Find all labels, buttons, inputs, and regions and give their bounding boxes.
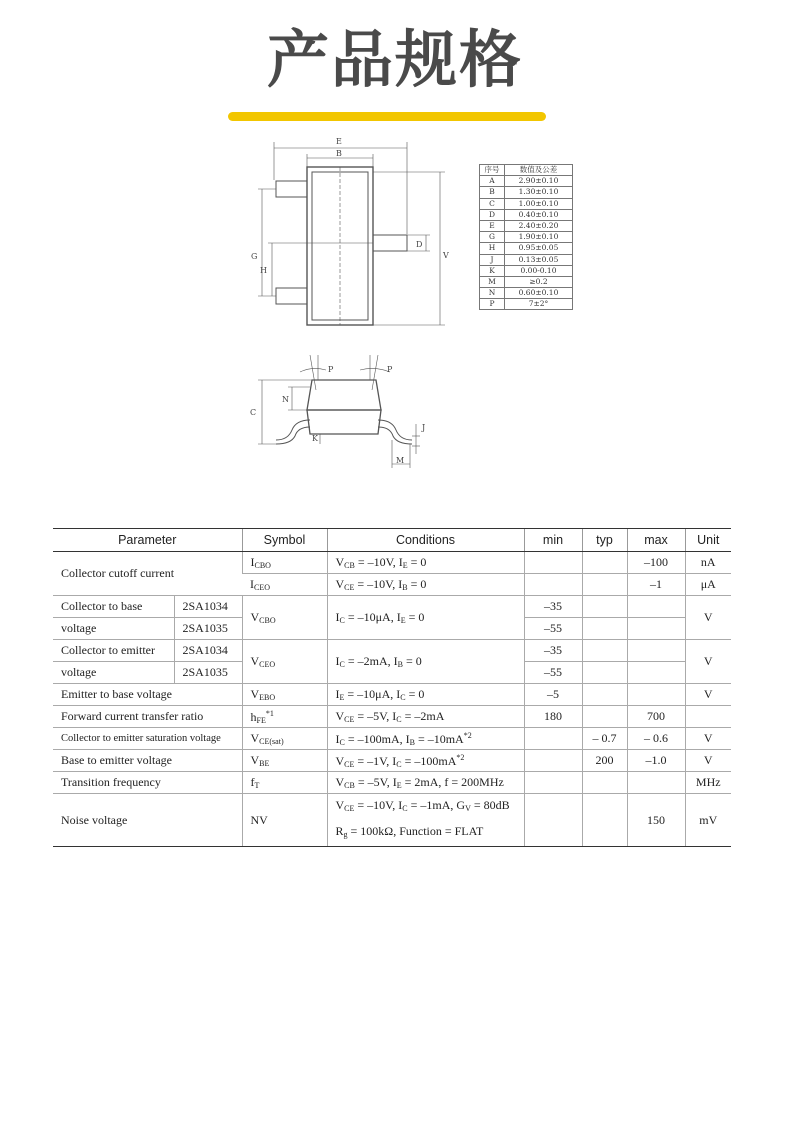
dimension-tolerance-table bbox=[479, 164, 573, 310]
col-header-min: min bbox=[524, 529, 582, 552]
dim-key: A bbox=[480, 176, 505, 187]
table-row bbox=[480, 232, 573, 243]
table-row bbox=[53, 794, 731, 847]
table-row bbox=[480, 220, 573, 231]
symbol-cell: $I_{CEO}$ bbox=[242, 574, 327, 596]
col-header-max: max bbox=[627, 529, 685, 552]
typ-cell: 200 bbox=[582, 750, 627, 772]
package-side-view-drawing bbox=[240, 350, 440, 475]
electrical-characteristics-table bbox=[53, 528, 731, 847]
min-cell: –35 bbox=[524, 640, 582, 662]
min-cell: 180 bbox=[524, 706, 582, 728]
dim-key: P bbox=[480, 299, 505, 310]
unit-cell bbox=[685, 706, 731, 728]
col-header-typ: typ bbox=[582, 529, 627, 552]
table-header-row bbox=[480, 165, 573, 176]
conditions-cell: $V_{CE} = -1V$, $I_C = -100mA^{*2}$ bbox=[327, 750, 524, 772]
dim-value: 0.13±0.05 bbox=[505, 254, 573, 265]
table-row bbox=[53, 596, 731, 618]
symbol-cell: $f_T$ bbox=[242, 772, 327, 794]
label-P-right: P bbox=[387, 365, 393, 374]
param-cell: voltage bbox=[53, 662, 174, 684]
dim-key: C bbox=[480, 198, 505, 209]
table-row bbox=[480, 265, 573, 276]
min-cell: –5 bbox=[524, 684, 582, 706]
dim-value: 7±2° bbox=[505, 299, 573, 310]
label-K: K bbox=[312, 434, 318, 443]
dim-value: 0.95±0.05 bbox=[505, 243, 573, 254]
symbol-cell: $h_{FE}^{*1}$ bbox=[242, 706, 327, 728]
conditions-cell: $I_E = -10\mu A$, $I_C = 0$ bbox=[327, 684, 524, 706]
typ-cell bbox=[582, 618, 627, 640]
unit-cell: V bbox=[685, 684, 731, 706]
label-B: B bbox=[336, 149, 342, 158]
conditions-cell: $V_{CB} = -10V$, $I_E = 0$ bbox=[327, 552, 524, 574]
table-header-row bbox=[53, 529, 731, 552]
col-header-conditions: Conditions bbox=[327, 529, 524, 552]
unit-cell: MHz bbox=[685, 772, 731, 794]
dim-key: D bbox=[480, 209, 505, 220]
typ-cell: – 0.7 bbox=[582, 728, 627, 750]
unit-cell: V bbox=[685, 728, 731, 750]
symbol-cell: NV bbox=[242, 794, 327, 847]
param-cell: Collector cutoff current bbox=[53, 552, 242, 596]
max-cell bbox=[627, 640, 685, 662]
dim-key: K bbox=[480, 265, 505, 276]
table-row bbox=[53, 684, 731, 706]
col-header-index: 序号 bbox=[480, 165, 505, 176]
table-row bbox=[480, 176, 573, 187]
typ-cell bbox=[582, 640, 627, 662]
label-D: D bbox=[416, 240, 423, 249]
min-cell bbox=[524, 574, 582, 596]
max-cell: –1 bbox=[627, 574, 685, 596]
part-cell: 2SA1035 bbox=[174, 662, 242, 684]
col-header-parameter: Parameter bbox=[53, 529, 242, 552]
conditions-cell: $V_{CE} = -10V$, $I_C = -1mA$, $G_V = 80dB$ $R_g = 100k\Omega$, Function = FLAT bbox=[327, 794, 524, 847]
table-row bbox=[53, 750, 731, 772]
dim-key: B bbox=[480, 187, 505, 198]
typ-cell bbox=[582, 552, 627, 574]
max-cell: 150 bbox=[627, 794, 685, 847]
param-cell: Collector to base bbox=[53, 596, 174, 618]
min-cell bbox=[524, 750, 582, 772]
max-cell bbox=[627, 618, 685, 640]
symbol-cell: $V_{CBO}$ bbox=[242, 596, 327, 640]
dim-key: M bbox=[480, 276, 505, 287]
label-M: M bbox=[396, 456, 405, 465]
min-cell bbox=[524, 772, 582, 794]
min-cell bbox=[524, 728, 582, 750]
unit-cell: V bbox=[685, 596, 731, 640]
typ-cell bbox=[582, 662, 627, 684]
symbol-cell: $I_{CBO}$ bbox=[242, 552, 327, 574]
part-cell: 2SA1034 bbox=[174, 640, 242, 662]
typ-cell bbox=[582, 574, 627, 596]
min-cell: –35 bbox=[524, 596, 582, 618]
table-row bbox=[480, 299, 573, 310]
min-cell bbox=[524, 794, 582, 847]
table-row bbox=[480, 198, 573, 209]
typ-cell bbox=[582, 706, 627, 728]
table-row bbox=[53, 706, 731, 728]
typ-cell bbox=[582, 684, 627, 706]
param-cell: Collector to emitter bbox=[53, 640, 174, 662]
table-row bbox=[480, 288, 573, 299]
dim-value: 0.40±0.10 bbox=[505, 209, 573, 220]
max-cell bbox=[627, 662, 685, 684]
table-row bbox=[480, 209, 573, 220]
table-row bbox=[53, 640, 731, 662]
label-P-left: P bbox=[328, 365, 334, 374]
dim-value: 0.00-0.10 bbox=[505, 265, 573, 276]
package-top-view-drawing bbox=[240, 130, 460, 340]
symbol-cell: $V_{EBO}$ bbox=[242, 684, 327, 706]
dim-key: G bbox=[480, 232, 505, 243]
dim-value: ≥0.2 bbox=[505, 276, 573, 287]
dim-value: 1.30±0.10 bbox=[505, 187, 573, 198]
min-cell: –55 bbox=[524, 618, 582, 640]
conditions-cell: $V_{CE} = -10V$, $I_B = 0$ bbox=[327, 574, 524, 596]
symbol-cell: $V_{BE}$ bbox=[242, 750, 327, 772]
table-row bbox=[480, 243, 573, 254]
unit-cell: V bbox=[685, 750, 731, 772]
dim-key: N bbox=[480, 288, 505, 299]
unit-cell: mV bbox=[685, 794, 731, 847]
label-V: V bbox=[443, 251, 449, 260]
table-row bbox=[53, 552, 731, 574]
label-E: E bbox=[336, 137, 342, 146]
conditions-cell: $V_{CB} = -5V$, $I_E = 2mA$, f = 200MHz bbox=[327, 772, 524, 794]
unit-cell: nA bbox=[685, 552, 731, 574]
dim-value: 1.90±0.10 bbox=[505, 232, 573, 243]
col-header-unit: Unit bbox=[685, 529, 731, 552]
max-cell bbox=[627, 772, 685, 794]
max-cell bbox=[627, 596, 685, 618]
label-J: J bbox=[422, 423, 426, 432]
label-H: H bbox=[260, 266, 267, 275]
table-row bbox=[480, 187, 573, 198]
max-cell: 700 bbox=[627, 706, 685, 728]
conditions-cell: $V_{CE} = -5V$, $I_C = -2mA$ bbox=[327, 706, 524, 728]
param-cell: Emitter to base voltage bbox=[53, 684, 242, 706]
max-cell: –1.0 bbox=[627, 750, 685, 772]
typ-cell bbox=[582, 794, 627, 847]
col-header-value: 数值及公差 bbox=[505, 165, 573, 176]
page-title: 产品规格 bbox=[266, 23, 523, 96]
param-cell: Noise voltage bbox=[53, 794, 242, 847]
dim-value: 2.90±0.10 bbox=[505, 176, 573, 187]
unit-cell: μA bbox=[685, 574, 731, 596]
conditions-cell: $I_C = -10\mu A$, $I_E = 0$ bbox=[327, 596, 524, 640]
conditions-cell: $I_C = -100mA$, $I_B = -10mA^{*2}$ bbox=[327, 728, 524, 750]
table-row bbox=[53, 772, 731, 794]
symbol-cell: $V_{CE(sat)}$ bbox=[242, 728, 327, 750]
dim-value: 2.40±0.20 bbox=[505, 220, 573, 231]
param-cell: voltage bbox=[53, 618, 174, 640]
max-cell: –100 bbox=[627, 552, 685, 574]
param-cell: Base to emitter voltage bbox=[53, 750, 242, 772]
dim-key: H bbox=[480, 243, 505, 254]
dim-value: 0.60±0.10 bbox=[505, 288, 573, 299]
dim-value: 1.00±0.10 bbox=[505, 198, 573, 209]
param-cell: Forward current transfer ratio bbox=[53, 706, 242, 728]
typ-cell bbox=[582, 772, 627, 794]
dim-key: J bbox=[480, 254, 505, 265]
table-row bbox=[480, 276, 573, 287]
part-cell: 2SA1035 bbox=[174, 618, 242, 640]
col-header-symbol: Symbol bbox=[242, 529, 327, 552]
label-C: C bbox=[250, 408, 257, 417]
conditions-cell: $I_C = -2mA$, $I_B = 0$ bbox=[327, 640, 524, 684]
title-underline-bar bbox=[228, 112, 546, 121]
max-cell bbox=[627, 684, 685, 706]
param-cell: Transition frequency bbox=[53, 772, 242, 794]
dim-key: E bbox=[480, 220, 505, 231]
label-N: N bbox=[282, 395, 289, 404]
part-cell: 2SA1034 bbox=[174, 596, 242, 618]
label-G: G bbox=[251, 252, 258, 261]
unit-cell: V bbox=[685, 640, 731, 684]
min-cell bbox=[524, 552, 582, 574]
typ-cell bbox=[582, 596, 627, 618]
table-row bbox=[480, 254, 573, 265]
symbol-cell: $V_{CEO}$ bbox=[242, 640, 327, 684]
table-row bbox=[53, 728, 731, 750]
max-cell: – 0.6 bbox=[627, 728, 685, 750]
min-cell: –55 bbox=[524, 662, 582, 684]
param-cell: Collector to emitter saturation voltage bbox=[53, 728, 242, 750]
